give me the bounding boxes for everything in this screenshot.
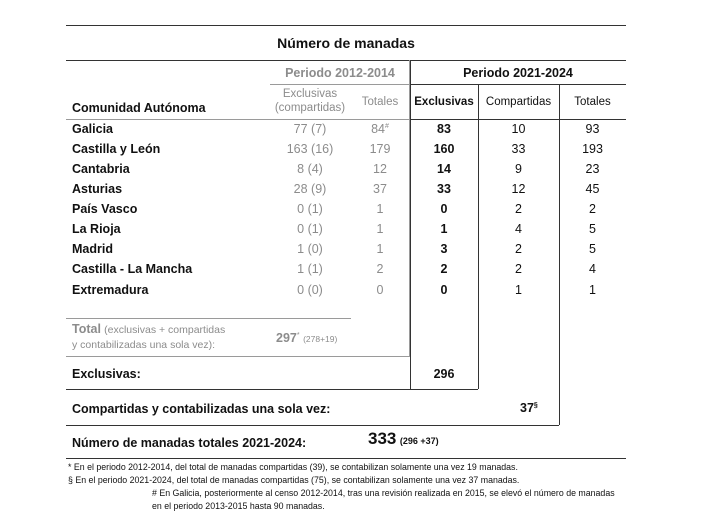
p2-exclusivas-cell: 14 [437, 162, 451, 176]
title-rule [66, 60, 626, 61]
region-cell: Castilla - La Mancha [72, 262, 193, 276]
p2-compartidas-cell: 9 [515, 162, 522, 176]
total2012-top-rule [66, 318, 351, 319]
p1-exclusivas-cell: 1 (0) [297, 242, 323, 256]
total2012-label-line2: y contabilizadas una sola vez): [72, 339, 215, 351]
p2-compartidas-cell: 10 [511, 122, 526, 136]
p1-totales-cell: 2 [376, 262, 384, 276]
p1-exclusivas-cell: 8 (4) [297, 162, 323, 176]
grand-total-label: Número de manadas totales 2021-2024: [72, 436, 307, 450]
region-cell: País Vasco [72, 202, 138, 216]
region-header: Comunidad Autónoma [72, 101, 206, 115]
total2012-label-rest: (exclusivas + compartidas [104, 324, 226, 336]
grand-total-value: 333 [368, 429, 397, 448]
footnote-mark: # [385, 122, 389, 130]
footnote-3-line1: # En Galicia, posteriormente al censo 2012-2014, tras una revisión realizada en 2015, se elevó el número de manadas [152, 488, 615, 498]
total2012-breakdown: (278+19) [303, 334, 338, 344]
region-cell: Castilla y León [72, 142, 161, 156]
exclusivas-label: Exclusivas: [72, 367, 141, 381]
p2-compartidas-cell: 12 [511, 182, 526, 196]
p1-exclusivas-cell: 0 (1) [297, 222, 323, 236]
exclusivas-value: 296 [433, 367, 455, 381]
p2-totales-cell: 5 [589, 242, 596, 256]
region-cell: Extremadura [72, 283, 149, 297]
p2-exclusivas-cell: 0 [440, 202, 448, 216]
p1-totales-cell: 1 [376, 222, 384, 236]
p2-compartidas-cell: 1 [515, 283, 522, 297]
p2-exclusivas-cell: 0 [440, 283, 448, 297]
p2-totales-cell: 23 [585, 162, 600, 176]
p2-totales-cell: 45 [585, 182, 600, 196]
header-rule-p2 [410, 119, 626, 120]
p2-exclusivas-cell: 160 [433, 142, 455, 156]
p1-totales-cell: 12 [373, 162, 387, 176]
footnote-1: * En el periodo 2012-2014, del total de manadas compartidas (39), se contabilizan solamente una vez 19 manadas. [68, 462, 518, 472]
compartidas-value-cell [520, 401, 538, 415]
p2-exclusivas-header: Exclusivas [414, 96, 474, 108]
p2-compartidas-cell: 4 [515, 222, 522, 236]
p2-totales-cell: 2 [589, 202, 596, 216]
p1-exclusivas-cell: 28 (9) [293, 182, 327, 196]
footnote-mark: * [296, 331, 300, 339]
region-cell: La Rioja [72, 222, 121, 236]
p1-totales-header: Totales [361, 96, 399, 108]
p2-totales-header: Totales [574, 96, 611, 108]
footnote-3-line2: en el periodo 2013-2015 hasta 90 manadas. [152, 501, 325, 511]
p1-totales-cell: 37 [373, 182, 387, 196]
period2-header: Periodo 2021-2024 [463, 66, 573, 80]
p1-exclusivas-cell: 0 (1) [297, 202, 323, 216]
p1-totales-cell: 0 [376, 283, 384, 297]
p2-compartidas-cell: 2 [515, 202, 522, 216]
compartidas-label: Compartidas y contabilizadas una sola vez: [72, 402, 331, 416]
p2-exclusivas-cell: 83 [437, 122, 451, 136]
p1-totales-cell [352, 122, 408, 136]
p1-exclusivas-cell: 77 (7) [293, 122, 327, 136]
total2012-value: 297 [276, 331, 297, 345]
p2-compartidas-cell: 2 [515, 262, 522, 276]
p2-exclusivas-cell: 33 [437, 182, 451, 196]
p1-totales-cell: 1 [376, 202, 384, 216]
total2012-label-line1 [72, 322, 225, 337]
footnote-mark: § [533, 401, 538, 409]
p2-compartidas-header: Compartidas [485, 96, 552, 108]
p2-compartidas-cell: 33 [511, 142, 526, 156]
p1-exclusivas-cell: 0 (0) [297, 283, 323, 297]
region-cell: Galicia [72, 122, 113, 136]
compartidas-bottom-rule [66, 425, 559, 426]
grand-total-value-cell [368, 429, 439, 448]
total2012-label-word: Total [72, 322, 101, 336]
p1-exclusivas-cell: 163 (16) [286, 142, 334, 156]
region-cell: Cantabria [72, 162, 130, 176]
p1-totales-cell: 179 [369, 142, 391, 156]
grand-total-breakdown: (296 +37) [399, 436, 439, 446]
p1-totales-value: 84 [371, 122, 385, 136]
period1-underline [270, 84, 410, 85]
p1-exclusivas-header-1: Exclusivas [282, 88, 338, 100]
p2-totales-cell: 4 [589, 262, 596, 276]
total2012-value-cell [276, 331, 337, 346]
p2-totales-cell: 93 [585, 122, 600, 136]
p2-exclusivas-cell: 2 [440, 262, 448, 276]
region-cell: Asturias [72, 182, 123, 196]
region-header-rule [66, 119, 410, 120]
grand-total-bottom-rule [66, 458, 626, 459]
compartidas-value: 37 [520, 401, 534, 415]
p1-exclusivas-cell: 1 (1) [297, 262, 323, 276]
p2-compartidas-cell: 2 [515, 242, 522, 256]
period1-header: Periodo 2012-2014 [285, 66, 395, 80]
total2012-bottom-rule [66, 356, 410, 357]
top-rule [66, 25, 626, 26]
p2-exclusivas-cell: 1 [440, 222, 448, 236]
p2-totales-cell: 1 [589, 283, 596, 297]
table-title: Número de manadas [277, 35, 415, 51]
exclusivas-bottom-rule [66, 389, 478, 390]
region-cell: Madrid [72, 242, 113, 256]
p2-exclusivas-cell: 3 [440, 242, 448, 256]
p1-exclusivas-header-2: (compartidas) [274, 102, 346, 114]
p1-totales-cell: 1 [376, 242, 384, 256]
p2-totales-cell: 193 [582, 142, 603, 156]
footnote-2: § En el periodo 2021-2024, del total de manadas compartidas (75), se contabilizan solamente una vez 37 manadas. [68, 475, 520, 485]
p2-totales-cell: 5 [589, 222, 596, 236]
period2-underline [410, 84, 626, 85]
